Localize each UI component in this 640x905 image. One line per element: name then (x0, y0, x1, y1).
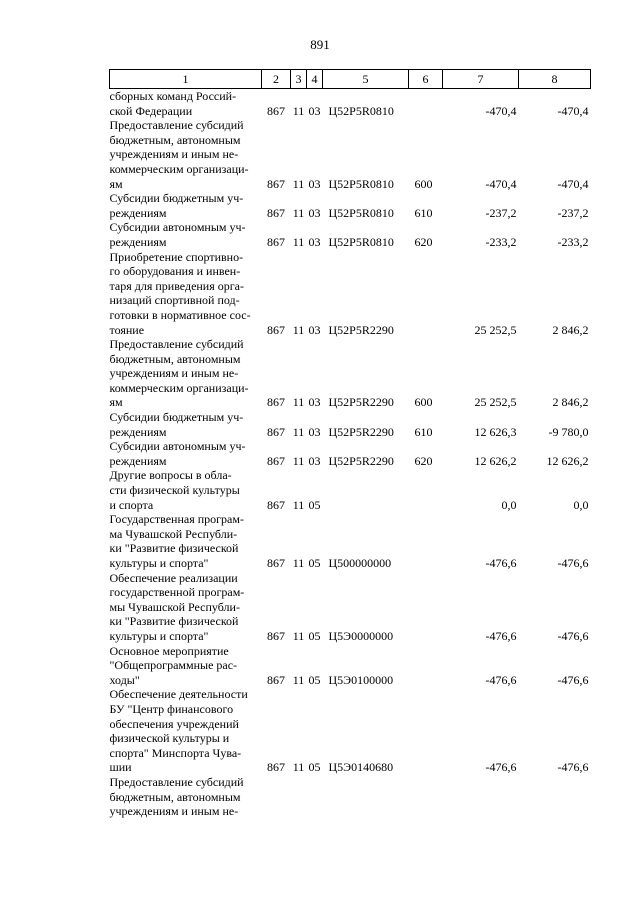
table-row (110, 337, 591, 410)
section-code: 11 (292, 497, 305, 512)
row-name-line: бюджетным, автономным (109, 789, 241, 804)
amount-col7: -470,4 (485, 176, 517, 191)
amount-col7: 0,0 (501, 497, 517, 512)
row-name-line: БУ "Центр финансового (109, 701, 234, 716)
target-article-code: Ц500000000 (328, 556, 392, 570)
amount-col7: 12 626,3 (474, 424, 517, 439)
expense-type-code: 610 (414, 205, 433, 220)
amount-col7: -470,4 (485, 103, 517, 118)
table-row (110, 410, 591, 439)
row-name-line: мы Чувашской Республи- (109, 599, 240, 614)
subsection-code: 03 (308, 176, 321, 191)
row-name-line: реждениям (109, 453, 167, 468)
ministry-code: 867 (267, 628, 285, 643)
table-row (110, 191, 591, 220)
row-name-line: Другие вопросы в обла- (109, 468, 232, 483)
section-code: 11 (292, 628, 305, 643)
column-header: 1 (110, 70, 262, 89)
ministry-code: 867 (267, 760, 285, 775)
expense-type-code (409, 571, 443, 644)
row-name-line: реждениям (109, 234, 167, 249)
row-name-line: обеспечения учреждений (109, 716, 239, 731)
amount-col8 (519, 775, 591, 819)
subsection-code: 03 (308, 453, 321, 468)
budget-table (109, 69, 591, 819)
expense-type-code: 610 (414, 424, 433, 439)
row-name-line: культуры и спорта" (109, 556, 209, 570)
expense-type-code: 620 (414, 453, 433, 468)
row-name-line: Основное мероприятие (109, 643, 229, 658)
column-header: 5 (323, 70, 409, 89)
row-name (110, 571, 262, 644)
ministry-code: 867 (267, 424, 285, 439)
amount-col7: -476,6 (485, 628, 517, 643)
target-article-code: Ц52Р5R2290 (328, 322, 394, 337)
amount-col7: -476,6 (485, 672, 517, 687)
amount-col8: -476,6 (557, 760, 589, 775)
amount-col8: -476,6 (557, 556, 589, 570)
row-name-line: Обеспечение реализации (109, 570, 238, 585)
column-header: 8 (519, 70, 591, 89)
row-name-line: ки "Развитие физической (109, 614, 239, 629)
header-row (110, 70, 591, 89)
row-name (110, 220, 262, 249)
subsection-code: 03 (308, 395, 321, 410)
expense-type-code: 600 (414, 176, 433, 191)
row-name-line: ям (109, 176, 123, 191)
section-code: 11 (292, 424, 305, 439)
amount-col8: -476,6 (557, 628, 589, 643)
section-code (291, 775, 307, 819)
row-name-line: сборных команд Россий- (109, 89, 237, 103)
expense-type-code (409, 89, 443, 119)
page-number: 891 (310, 37, 330, 52)
row-name (110, 775, 262, 819)
row-name-line: ям (109, 395, 123, 410)
row-name (110, 410, 262, 439)
section-code: 11 (292, 176, 305, 191)
row-name-line: сти физической культуры (109, 483, 240, 498)
row-name-line: учреждениям и иным не- (109, 366, 239, 381)
ministry-code: 867 (267, 556, 285, 570)
amount-col8: -233,2 (557, 234, 589, 249)
target-article-code (323, 775, 409, 819)
row-name (110, 191, 262, 220)
row-name-line: спорта" Минспорта Чува- (109, 745, 242, 760)
row-name-line: Предоставление субсидий (109, 774, 244, 789)
row-name-line: коммерческим организаци- (109, 380, 249, 395)
row-name-line: реждениям (109, 205, 167, 220)
row-name-line: "Общепрограммные рас- (109, 658, 238, 673)
table-row (110, 468, 591, 512)
table-row (110, 775, 591, 819)
ministry-code: 867 (267, 672, 285, 687)
row-name-line: Предоставление субсидий (109, 337, 244, 352)
subsection-code: 05 (308, 672, 321, 687)
section-code: 11 (292, 395, 305, 410)
amount-col8: 0,0 (573, 497, 589, 512)
amount-col7: 12 626,2 (474, 453, 517, 468)
target-article-code: Ц52Р5R2290 (328, 395, 394, 410)
row-name-line: коммерческим организаци- (109, 161, 249, 176)
row-name-line: тояние (109, 322, 145, 337)
amount-col8: 2 846,2 (552, 322, 589, 337)
row-name (110, 512, 262, 570)
row-name (110, 250, 262, 338)
table-row (110, 687, 591, 775)
ministry-code (262, 775, 291, 819)
row-name-line: Обеспечение деятельности (109, 687, 248, 702)
row-name-line: ма Чувашской Республи- (109, 526, 238, 541)
target-article-code: Ц5Э0100000 (328, 672, 394, 687)
column-header: 7 (443, 70, 519, 89)
subsection-code: 03 (308, 424, 321, 439)
ministry-code: 867 (267, 103, 285, 118)
row-name-line: и спорта (109, 497, 154, 512)
target-article-code (323, 468, 409, 512)
subsection-code (307, 775, 323, 819)
amount-col8: -237,2 (557, 205, 589, 220)
amount-col7: 25 252,5 (474, 322, 517, 337)
row-name-line: Субсидии бюджетным уч- (109, 410, 244, 425)
expense-type-code (409, 512, 443, 570)
table-row (110, 250, 591, 338)
table-row (110, 439, 591, 468)
subsection-code: 05 (308, 760, 321, 775)
expense-type-code (409, 468, 443, 512)
amount-col8: 12 626,2 (546, 453, 589, 468)
ministry-code: 867 (267, 497, 285, 512)
subsection-code: 03 (308, 103, 321, 118)
target-article-code: Ц52Р5R0810 (328, 176, 394, 191)
row-name-line: ходы" (109, 672, 140, 687)
expense-type-code: 620 (414, 234, 433, 249)
expense-type-code: 600 (414, 395, 433, 410)
table-row (110, 89, 591, 119)
amount-col8: -470,4 (557, 176, 589, 191)
ministry-code: 867 (267, 322, 285, 337)
subsection-code: 03 (308, 205, 321, 220)
target-article-code: Ц5Э0140680 (328, 760, 394, 775)
ministry-code: 867 (267, 176, 285, 191)
amount-col8: -470,4 (557, 103, 589, 118)
section-code: 11 (292, 322, 305, 337)
subsection-code: 05 (308, 497, 321, 512)
expense-type-code (409, 687, 443, 775)
column-header: 3 (291, 70, 307, 89)
expense-type-code (409, 775, 443, 819)
target-article-code: Ц5Э0000000 (328, 628, 394, 643)
table-row (110, 512, 591, 570)
section-code: 11 (292, 234, 305, 249)
amount-col7: -237,2 (485, 205, 517, 220)
column-header: 4 (307, 70, 323, 89)
row-name (110, 644, 262, 688)
table-row (110, 220, 591, 249)
row-name-line: учреждениям и иным не- (109, 147, 239, 162)
section-code: 11 (292, 556, 305, 570)
row-name-line: культуры и спорта" (109, 628, 209, 643)
row-name (110, 468, 262, 512)
amount-col8: 2 846,2 (552, 395, 589, 410)
row-name-line: таря для приведения орга- (109, 278, 244, 293)
subsection-code: 05 (308, 556, 321, 570)
section-code: 11 (292, 760, 305, 775)
section-code: 11 (292, 103, 305, 118)
amount-col7 (443, 775, 519, 819)
row-name-line: учреждениям и иным не- (109, 804, 239, 819)
section-code: 11 (292, 205, 305, 220)
ministry-code: 867 (267, 205, 285, 220)
target-article-code: Ц52Р5R0810 (328, 234, 394, 249)
row-name-line: готовки в нормативное сос- (109, 307, 251, 322)
row-name-line: бюджетным, автономным (109, 351, 241, 366)
table-row (110, 571, 591, 644)
section-code: 11 (292, 672, 305, 687)
row-name-line: низаций спортивной под- (109, 293, 240, 308)
section-code: 11 (292, 453, 305, 468)
row-name (110, 439, 262, 468)
table-body (110, 89, 591, 819)
row-name-line: Субсидии автономным уч- (109, 439, 246, 454)
row-name-line: ки "Развитие физической (109, 541, 239, 556)
row-name (110, 337, 262, 410)
row-name-line: Предоставление субсидий (109, 118, 244, 133)
subsection-code: 05 (308, 628, 321, 643)
ministry-code: 867 (267, 395, 285, 410)
column-header: 6 (409, 70, 443, 89)
row-name-line: физической культуры и (109, 731, 230, 746)
target-article-code: Ц52Р5R2290 (328, 453, 394, 468)
row-name-line: бюджетным, автономным (109, 132, 241, 147)
row-name-line: ской Федерации (109, 103, 193, 118)
expense-type-code (409, 250, 443, 338)
amount-col7: 25 252,5 (474, 395, 517, 410)
amount-col7: -476,6 (485, 760, 517, 775)
target-article-code: Ц52Р5R0810 (328, 205, 394, 220)
ministry-code: 867 (267, 234, 285, 249)
target-article-code: Ц52Р5R2290 (328, 424, 394, 439)
expense-type-code (409, 644, 443, 688)
table-row (110, 118, 591, 191)
target-article-code: Ц52Р5R0810 (328, 103, 394, 118)
amount-col8: -9 780,0 (548, 424, 589, 439)
row-name-line: Субсидии автономным уч- (109, 220, 246, 235)
row-name-line: Государственная програм- (109, 512, 244, 527)
table-row (110, 644, 591, 688)
row-name-line: Субсидии бюджетным уч- (109, 191, 244, 206)
column-header: 2 (262, 70, 291, 89)
amount-col7: -476,6 (485, 556, 517, 570)
ministry-code: 867 (267, 453, 285, 468)
row-name-line: Приобретение спортивно- (109, 249, 244, 264)
amount-col8: -476,6 (557, 672, 589, 687)
row-name (110, 118, 262, 191)
row-name (110, 687, 262, 775)
amount-col7: -233,2 (485, 234, 517, 249)
row-name-line: реждениям (109, 424, 167, 439)
subsection-code: 03 (308, 234, 321, 249)
row-name-line: шии (109, 760, 132, 775)
row-name-line: го оборудования и инвен- (109, 264, 241, 279)
row-name-line: государственной програм- (109, 585, 245, 600)
row-name (110, 89, 262, 119)
subsection-code: 03 (308, 322, 321, 337)
